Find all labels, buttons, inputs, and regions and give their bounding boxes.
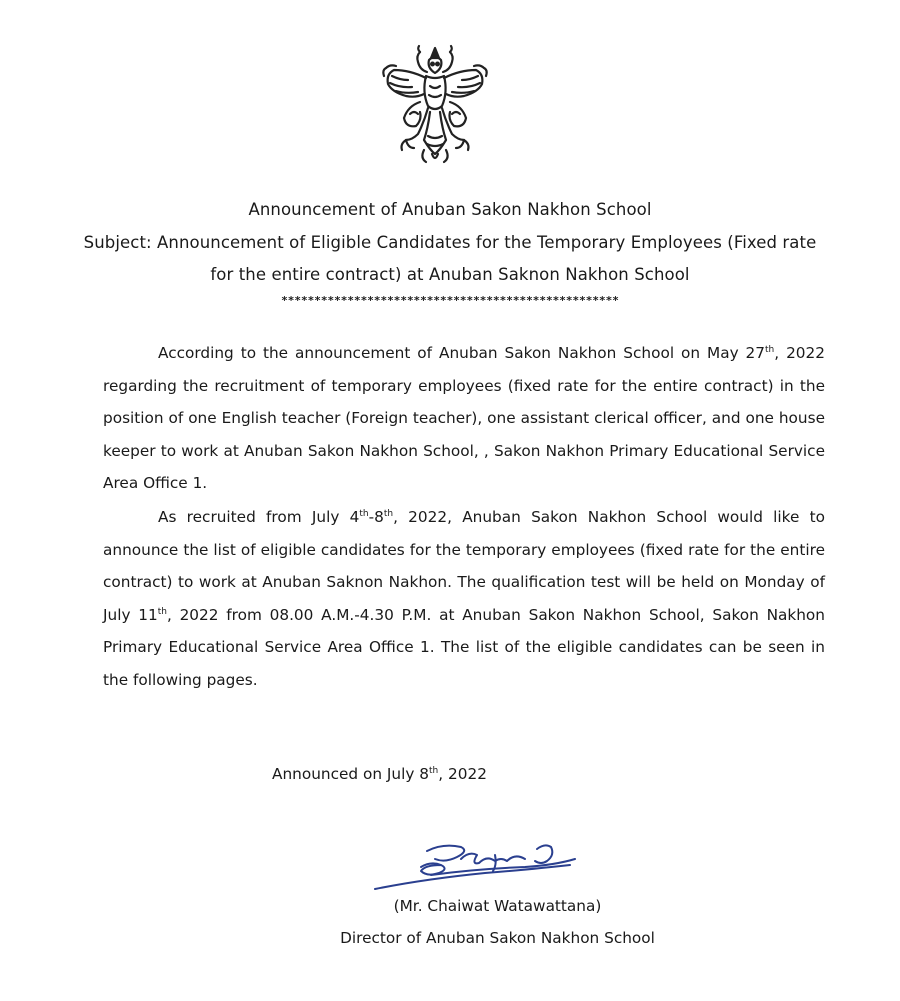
signer-name: (Mr. Chaiwat Watawattana) xyxy=(393,897,602,915)
announcement-title: Announcement of Anuban Sakon Nakhon School xyxy=(248,200,652,219)
paragraph-1-text-b: , 2022 regarding the recruitment of temporary employees (fixed rate for the entire contract) in the position of one English teacher (Foreign teacher), one assistant clerical officer, and one house keeper to work at Anuban Sakon Nakhon School, , Sakon Nakhon Primary Educational Service Area Office 1. xyxy=(103,344,825,492)
superscript: th xyxy=(765,344,775,355)
paragraph-2-text-c: , 2022, Anuban Sakon Nakhon School would like to announce the list of eligible candidates for the temporary employees (fixed rate for the entire contract) to work at Anuban Saknon Nakhon. The qualification test will be held on Monday of July 11 xyxy=(103,508,825,624)
announced-text-a: Announced on July 8 xyxy=(272,765,430,783)
announced-text-b: , 2022 xyxy=(438,765,487,783)
paragraph-2-text-a: As recruited from July 4 xyxy=(158,508,360,526)
paragraph-2-text-d: , 2022 from 08.00 A.M.-4.30 P.M. at Anuban Sakon Nakhon School, Sakon Nakhon Primary Educational Service Area Office 1. The list of the eligible candidates can be seen in the following pages. xyxy=(103,605,825,689)
paragraph-1 xyxy=(103,337,825,500)
superscript: th xyxy=(383,508,394,519)
superscript: th xyxy=(157,606,167,617)
separator-line: *************************************************** xyxy=(281,294,619,307)
handwritten-signature xyxy=(365,825,585,895)
paragraph-1-text-a: According to the announcement of Anuban Sakon Nakhon School on May 27 xyxy=(158,344,766,362)
paragraph-2 xyxy=(103,501,825,696)
announcement-date xyxy=(272,765,487,783)
superscript: th xyxy=(429,765,439,776)
subject-line-2: for the entire contract) at Anuban Saknon Nakhon School xyxy=(210,265,690,284)
garuda-emblem-icon xyxy=(380,40,490,170)
signer-position: Director of Anuban Sakon Nakhon School xyxy=(340,929,655,947)
superscript: th xyxy=(359,508,369,519)
paragraph-2-text-b: -8 xyxy=(368,508,384,526)
subject-line-1: Subject: Announcement of Eligible Candidates for the Temporary Employees (Fixed rate xyxy=(83,233,817,252)
